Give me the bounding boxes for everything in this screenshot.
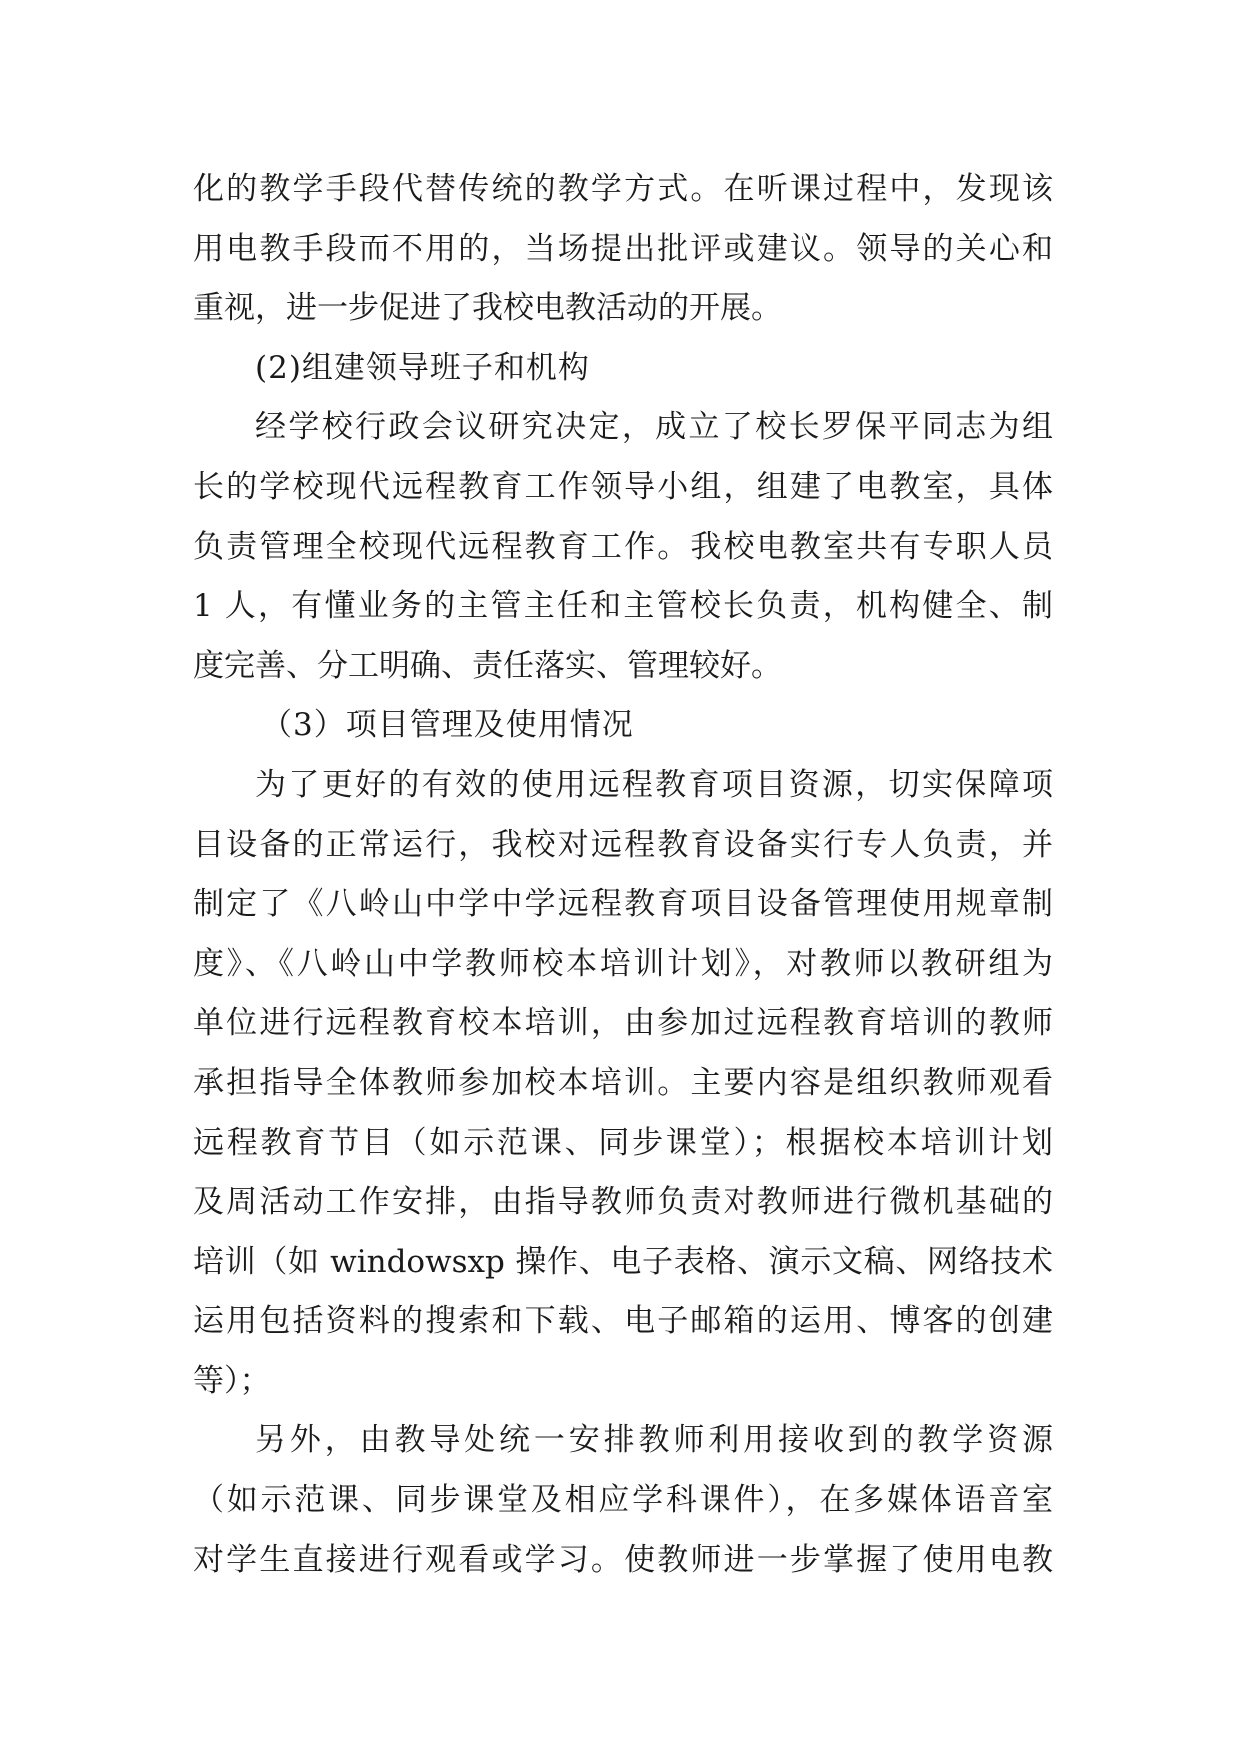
paragraph-line: 度完善、分工明确、责任落实、管理较好。 — [193, 647, 782, 684]
paragraph-line: 负责管理全校现代远程教育工作。我校电教室共有专职人员 — [193, 528, 1053, 565]
paragraph-line: 运用包括资料的搜索和下载、电子邮箱的运用、博客的创建 — [193, 1303, 1053, 1340]
paragraph-line: 另外，由教导处统一安排教师利用接收到的教学资源 — [255, 1422, 1053, 1459]
paragraph-line: 对学生直接进行观看或学习。使教师进一步掌握了使用电教 — [193, 1541, 1053, 1578]
paragraph-line: （如示范课、同步课堂及相应学科课件），在多媒体语音室 — [193, 1482, 1053, 1519]
paragraph-line: 度》、《八岭山中学教师校本培训计划》，对教师以教研组为 — [193, 945, 1053, 982]
paragraph-line: 承担指导全体教师参加校本培训。主要内容是组织教师观看 — [193, 1064, 1053, 1101]
document-body — [193, 160, 1053, 1590]
paragraph-line: 经学校行政会议研究决定，成立了校长罗保平同志为组 — [255, 409, 1053, 446]
paragraph-line: 及周活动工作安排，由指导教师负责对教师进行微机基础的 — [193, 1184, 1053, 1221]
paragraph-line: 培训（如 windowsxp 操作、电子表格、演示文稿、网络技术 — [193, 1243, 1053, 1280]
paragraph-line: 1 人，有懂业务的主管主任和主管校长负责，机构健全、制 — [193, 588, 1053, 625]
paragraph-line: 用电教手段而不用的，当场提出批评或建议。领导的关心和 — [193, 230, 1053, 267]
paragraph-line: 单位进行远程教育校本培训，由参加过远程教育培训的教师 — [193, 1005, 1053, 1042]
paragraph-line: 长的学校现代远程教育工作领导小组，组建了电教室，具体 — [193, 468, 1053, 505]
paragraph-line: 远程教育节目（如示范课、同步课堂）；根据校本培训计划 — [193, 1124, 1053, 1161]
paragraph-line: 化的教学手段代替传统的教学方式。在听课过程中，发现该 — [193, 171, 1053, 207]
section-heading: （3）项目管理及使用情况 — [261, 707, 634, 744]
paragraph-line: 重视，进一步促进了我校电教活动的开展。 — [193, 290, 782, 327]
paragraph-line: 为了更好的有效的使用远程教育项目资源，切实保障项 — [255, 766, 1053, 803]
paragraph-line: 等）； — [193, 1362, 271, 1399]
paragraph-line: 目设备的正常运行，我校对远程教育设备实行专人负责，并 — [193, 826, 1053, 863]
section-heading: (2)组建领导班子和机构 — [255, 349, 590, 386]
paragraph-line: 制定了《八岭山中学中学远程教育项目设备管理使用规章制 — [193, 886, 1053, 923]
